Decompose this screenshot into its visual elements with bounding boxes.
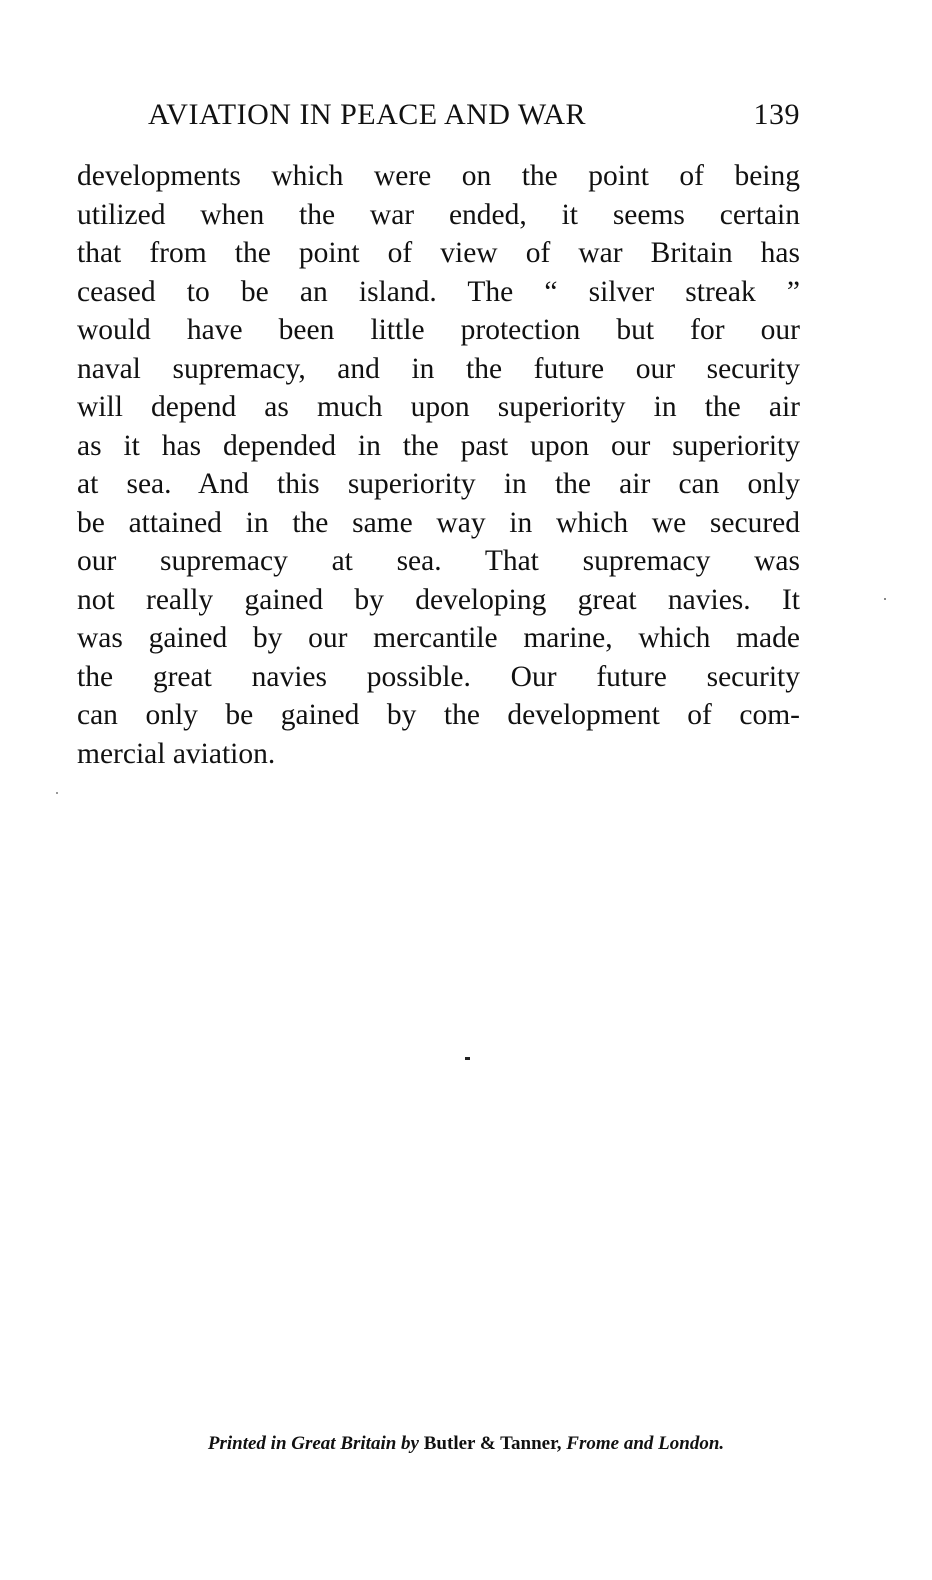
text-line: utilized when the war ended, it seems certain (77, 198, 800, 231)
text-line: the great navies possible. Our future security (77, 660, 800, 693)
stray-ink-mark (465, 1057, 470, 1060)
running-head (148, 98, 800, 138)
text-line: our supremacy at sea. That supremacy was (77, 545, 800, 577)
imprint-printed-in: Printed in Great Britain by (207, 1433, 419, 1454)
text-line-last: mercial aviation. (77, 737, 276, 770)
text-line: ceased to be an island. The “ silver streak ” (77, 275, 800, 308)
body-paragraph (77, 157, 800, 773)
text-line: developments which were on the point of being (77, 160, 800, 192)
paper-speck (56, 792, 58, 794)
text-line: as it has depended in the past upon our superiority (77, 429, 800, 462)
text-line: was gained by our mercantile marine, which made (77, 622, 800, 654)
paper-speck (884, 598, 886, 600)
text-line: at sea. And this superiority in the air can only (77, 468, 800, 500)
text-line: can only be gained by the development of com- (77, 699, 800, 731)
printer-imprint (0, 1433, 932, 1455)
running-title: AVIATION IN PEACE AND WAR (148, 98, 587, 131)
text-line: be attained in the same way in which we secured (77, 506, 800, 539)
imprint-place: Frome and London. (566, 1433, 725, 1454)
text-line: would have been little protection but for our (77, 314, 800, 346)
text-line: will depend as much upon superiority in the air (77, 391, 800, 423)
text-line: that from the point of view of war Britain has (77, 237, 800, 269)
imprint-printer: Butler & Tanner, (423, 1433, 562, 1454)
page-number: 139 (753, 98, 800, 131)
text-line: not really gained by developing great navies. It (77, 583, 800, 616)
text-line: naval supremacy, and in the future our security (77, 352, 800, 385)
